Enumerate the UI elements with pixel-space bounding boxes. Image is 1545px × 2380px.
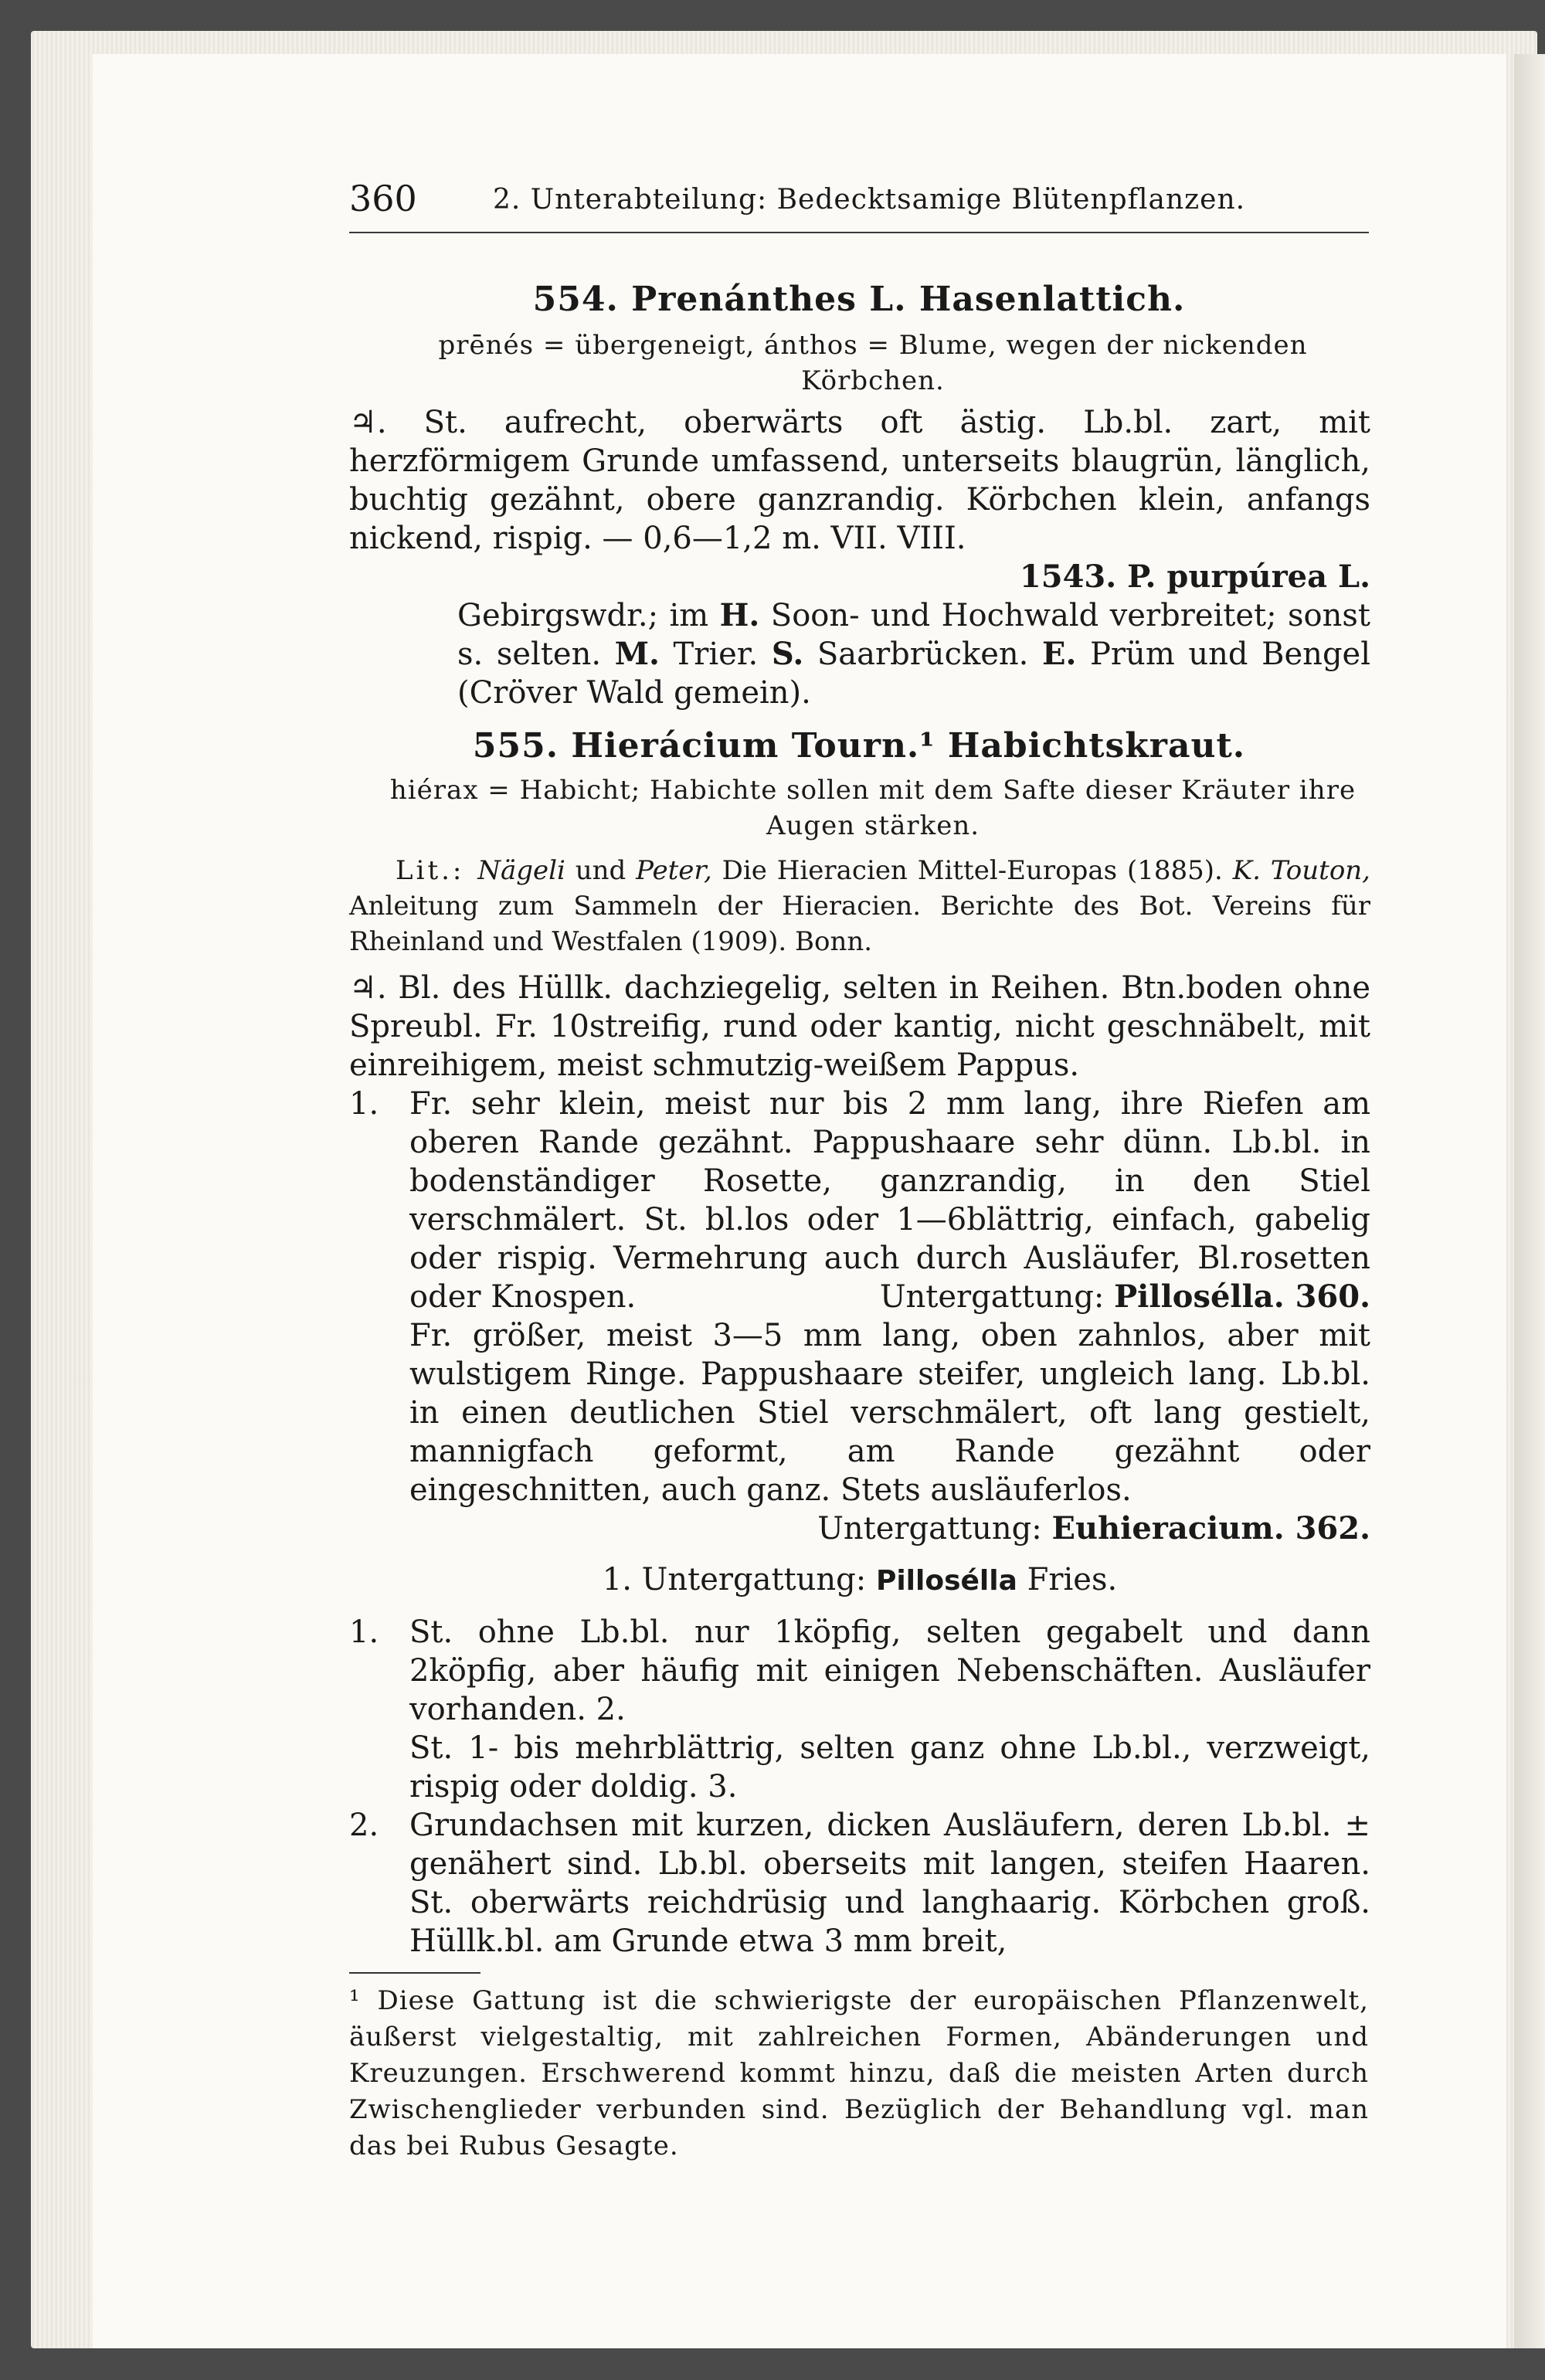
species-1543: 1543. P. purpúrea L. bbox=[1019, 559, 1370, 595]
lit-text: Anleitung zum Sammeln der Hieracien. Berichte des Bot. Vereins für Rheinland und Westfalen (1909). Bonn. bbox=[349, 891, 1370, 957]
genus-554-etymology: prēnés = übergeneigt, ánthos = Blume, wegen der nickenden Körbchen. bbox=[438, 330, 1308, 396]
subgenus-author: Fries. bbox=[1017, 1562, 1118, 1597]
result-taxon: Pillosélla. 360. bbox=[1114, 1278, 1370, 1315]
genus-554-heading: 554. Prenánthes L. Hasenlattich. bbox=[532, 280, 1186, 319]
page-number: 360 bbox=[349, 178, 417, 219]
region-e: E. bbox=[1041, 636, 1077, 672]
subgenus-label: 1. Untergattung: bbox=[602, 1562, 876, 1597]
result-label: Untergattung: bbox=[817, 1511, 1052, 1546]
lit-label: Lit.: bbox=[396, 855, 478, 886]
footnote-rule bbox=[349, 1972, 480, 1974]
distribution-text: Saarbrücken. bbox=[803, 637, 1042, 672]
lit-text: Die Hieracien Mittel-Europas (1885). bbox=[711, 855, 1233, 886]
page-header bbox=[349, 178, 1369, 224]
genus-555-description: ♃. Bl. des Hüllk. dachziegelig, selten in Reihen. Btn.boden ohne Spreubl. Fr. 10streifig, rund oder kantig, nicht geschnäbelt, mit einreihigem, meist schmutzig-weißem Pappus. bbox=[349, 970, 1370, 1083]
distribution-text: Gebirgswdr.; im bbox=[457, 598, 720, 633]
key-1-number: 1. bbox=[349, 1086, 379, 1122]
genus-554-distribution bbox=[349, 596, 1370, 712]
region-s: S. bbox=[771, 636, 804, 672]
subgenus-name: Pillosélla bbox=[875, 1565, 1017, 1597]
key-2c-text: Grundachsen mit kurzen, dicken Ausläufern, deren Lb.bl. ± genähert sind. Lb.bl. oberseits mit langen, steifen Haaren. St. oberwärts reichdrüsig und langhaarig. Körbchen groß. Hüllk.bl. am Grunde etwa 3 mm breit, bbox=[409, 1808, 1370, 1959]
distribution-text: Soon- und Hochwald verbreitet; sonst s. selten. bbox=[457, 598, 1370, 672]
lit-author: K. Touton, bbox=[1232, 855, 1370, 886]
lit-author: Peter, bbox=[636, 855, 712, 886]
region-h: H. bbox=[719, 597, 760, 633]
region-m: M. bbox=[614, 636, 660, 672]
genus-555-literature bbox=[349, 853, 1370, 959]
subgenus-title bbox=[349, 1560, 1370, 1601]
genus-554-description: ♃. St. aufrecht, oberwärts oft ästig. Lb.bl. zart, mit herzförmigem Grunde umfassend, unterseits blaugrün, länglich, buchtig gezähnt, obere ganzrandig. Körbchen klein, anfangs nickend, rispig. — 0,6—1,2 m. VII. VIII. bbox=[349, 405, 1370, 556]
key-1b-result bbox=[349, 1509, 1370, 1548]
result-label: Untergattung: bbox=[879, 1279, 1115, 1315]
result-taxon: Euhieracium. 362. bbox=[1051, 1510, 1370, 1546]
distribution-text: Prüm und Bengel (Cröver Wald gemein). bbox=[457, 637, 1371, 711]
key-1a-result bbox=[349, 1278, 1370, 1316]
key-1a-text: Fr. sehr klein, meist nur bis 2 mm lang, ihre Riefen am oberen Rande gezähnt. Pappushaare sehr dünn. Lb.bl. in bodenständiger Rosette, ganzrandig, in den Stiel verschmälert. St. bl.los oder 1—6blättrig, einfach, gabelig oder rispig. Vermehrung auch durch Ausläufer, Bl.rosetten oder Knospen. bbox=[409, 1086, 1370, 1315]
footnote: ¹ Diese Gattung ist die schwierigste der europäischen Pflanzenwelt, äußerst vielgestaltig, mit zahlreichen Formen, Abänderungen und Kreuzungen. Erschwerend kommt hinzu, daß die meisten Arten durch Zwischenglieder verbunden sind. Bezüglich der Behandlung vgl. man das bei Rubus Gesagte. bbox=[349, 1985, 1369, 2161]
key-2b-text: St. 1- bis mehrblättrig, selten ganz ohne Lb.bl., verzweigt, rispig oder doldig. 3. bbox=[409, 1730, 1370, 1805]
genus-555-etymology: hiérax = Habicht; Habichte sollen mit dem Safte dieser Kräuter ihre Augen stärken. bbox=[389, 775, 1357, 841]
lit-author: Nägeli bbox=[477, 855, 565, 886]
distribution-text: Trier. bbox=[659, 637, 772, 672]
key-2a-text: St. ohne Lb.bl. nur 1köpfig, selten gegabelt und dann 2köpfig, aber häufig mit einigen Nebenschäften. Ausläufer vorhanden. 2. bbox=[409, 1614, 1370, 1727]
key-1b-text: Fr. größer, meist 3—5 mm lang, oben zahnlos, aber mit wulstigem Ringe. Pappushaare steifer, ungleich lang. Lb.bl. in einen deutlichen Stiel verschmälert, oft lang gestielt, mannigfach geformt, am Rande gezähnt oder eingeschnitten, auch ganz. Stets ausläuferlos. bbox=[409, 1318, 1370, 1508]
header-rule bbox=[349, 232, 1369, 233]
running-title: 2. Unterabteilung: Bedecktsamige Blütenpflanzen. bbox=[493, 184, 1246, 216]
key-2c-number: 2. bbox=[349, 1808, 379, 1843]
key-2-number: 1. bbox=[349, 1614, 379, 1650]
genus-555-heading: 555. Hierácium Tourn.¹ Habichtskraut. bbox=[472, 726, 1246, 766]
lit-text: und bbox=[565, 855, 637, 886]
book-spine-shadow bbox=[1514, 54, 1545, 2348]
